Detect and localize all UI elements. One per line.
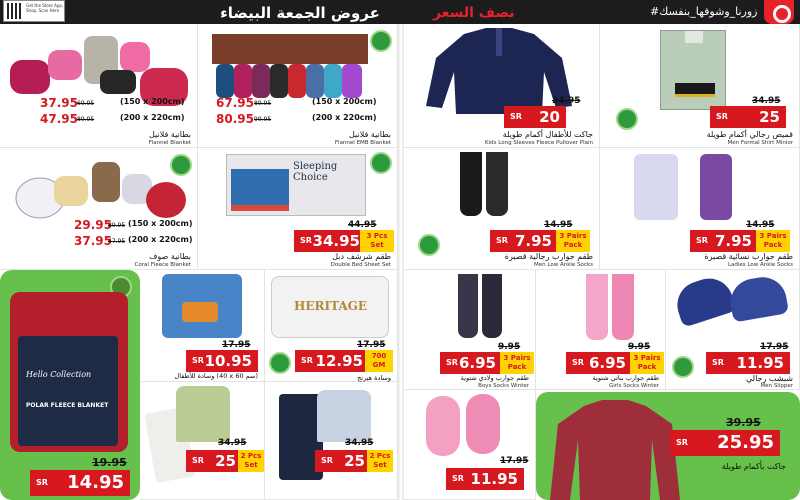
price-tag xyxy=(30,470,130,496)
currency-label: SR xyxy=(446,358,458,367)
truck-print xyxy=(182,302,218,322)
product-name-ar: طقم شرشف دبل xyxy=(332,252,391,261)
price-value: 34.95 xyxy=(312,232,360,250)
price-tag xyxy=(670,430,780,456)
price-value: 25 xyxy=(215,452,236,470)
currency-label: SR xyxy=(301,356,313,365)
product-name-ar: جاكت بأكمام طويلة xyxy=(721,462,786,471)
product-name-ar: جاكت للأطفال أكمام طويلة xyxy=(502,130,593,139)
promo-badge-icon xyxy=(370,30,392,52)
price-value: 80.95 xyxy=(216,112,254,126)
currency-label: SR xyxy=(716,112,728,121)
brand-label: Hello Collection xyxy=(26,370,92,379)
size-label: (150 x 200cm) xyxy=(120,97,185,106)
product-name-en: Ladies Low Ankle Socks xyxy=(727,262,793,268)
hashtag: #زورنا_وشوفها_بنفسك xyxy=(650,5,758,18)
price-tag xyxy=(186,450,242,472)
red-sweater-image xyxy=(550,400,680,500)
old-price: 17.95 xyxy=(222,340,251,350)
old-price: 39.95 xyxy=(108,222,126,229)
price-tag xyxy=(446,468,524,490)
promo-badge-icon xyxy=(418,234,440,256)
product-name-ar: طقم جوارب رجالية قصيرة xyxy=(504,252,593,261)
pack-label: 3 Pcs Set xyxy=(360,230,394,252)
price-value: 7.95 xyxy=(514,232,552,250)
price-tag xyxy=(295,350,369,372)
ladies-sock-image xyxy=(634,154,678,220)
price-value: 47.95 xyxy=(40,112,78,126)
product-name-ar: شبشب رجالي xyxy=(745,374,793,383)
currency-label: SR xyxy=(676,438,688,447)
blanket-package-image xyxy=(10,292,128,452)
product-name-ar: بطانية فلانيل xyxy=(349,130,391,139)
product-name-en: Men Low Ankle Socks xyxy=(534,262,593,268)
price-value: 20 xyxy=(539,108,560,126)
pink-slipper-image xyxy=(426,396,460,456)
price-value: 12.95 xyxy=(315,352,363,370)
price-tag xyxy=(315,450,371,472)
product-name-en: Kids Long Sleeves Fleece Pullover Plain xyxy=(485,140,593,146)
product-name-en: Flannel EMB Blanket xyxy=(334,140,391,146)
price-value: 29.95 xyxy=(74,218,112,232)
folded-shirt-image xyxy=(660,30,726,110)
product-men-slipper[interactable] xyxy=(666,270,800,390)
product-polar-fleece-blanket[interactable] xyxy=(0,270,140,500)
brand-label: HERITAGE xyxy=(294,299,368,313)
price-tag xyxy=(294,230,366,252)
size-label: (150 x 200cm) xyxy=(312,97,377,106)
product-name-en: Flannel Blanket xyxy=(148,140,191,146)
currency-label: SR xyxy=(321,456,333,465)
pink-slipper-image xyxy=(466,394,500,454)
heritage-pillow-image xyxy=(271,276,389,338)
product-kids-pillow[interactable] xyxy=(140,270,265,382)
black-sock-image xyxy=(486,152,508,216)
boys-sock-image xyxy=(482,274,502,338)
brand-label: Sleeping Choice xyxy=(293,161,338,183)
boys-sock-image xyxy=(458,274,478,338)
store-logo-icon xyxy=(764,0,794,24)
currency-label: SR xyxy=(452,474,464,483)
qr-code[interactable] xyxy=(3,0,65,22)
old-price: 34.95 xyxy=(345,438,374,448)
old-price: 17.95 xyxy=(760,342,789,352)
product-men-socks[interactable] xyxy=(404,148,600,270)
kids-pillow-image xyxy=(162,274,242,338)
product-kids-pajama-a[interactable] xyxy=(140,382,265,500)
product-name-ar: وسادة للأطفال (40 x 60 سم) xyxy=(174,372,258,380)
price-value: 10.95 xyxy=(204,352,252,370)
price-value: 11.95 xyxy=(736,354,784,372)
black-sock-image xyxy=(460,152,482,216)
girls-sock-image xyxy=(612,274,634,340)
old-price: 19.95 xyxy=(92,456,127,469)
bed-sheet-box-image xyxy=(226,154,366,216)
price-value: 25 xyxy=(759,108,780,126)
price-value: 11.95 xyxy=(470,470,518,488)
currency-label: SR xyxy=(696,236,708,245)
price-tag xyxy=(566,352,632,374)
price-tag xyxy=(504,106,566,128)
currency-label: SR xyxy=(36,478,48,487)
slipper-image xyxy=(727,273,789,322)
old-price: 89.95 xyxy=(254,100,272,107)
product-name-en: Men Formal Shirt Minior xyxy=(727,140,793,146)
currency-label: SR xyxy=(572,358,584,367)
product-name-en: Double Bed Sheet Set xyxy=(330,262,391,268)
product-name-ar: بطانية فلانيل xyxy=(149,130,191,139)
size-label: (200 x 220cm) xyxy=(120,113,185,122)
product-name-ar: طقم جوارب بناتي شتوية xyxy=(592,374,659,382)
currency-label: SR xyxy=(300,236,312,245)
product-name-ar: بطانية صوف xyxy=(149,252,191,261)
package-label xyxy=(18,336,118,446)
old-price: 89.95 xyxy=(77,116,95,123)
size-label: (150 x 200cm) xyxy=(128,219,193,228)
product-name-ar: طقم جوارب ولادي شتوية xyxy=(460,374,529,382)
price-tag xyxy=(440,352,502,374)
price-value: 37.95 xyxy=(74,234,112,248)
old-price: 9.95 xyxy=(498,342,521,352)
product-name-ar: طقم جوارب نسائية قصيرة xyxy=(704,252,793,261)
old-price: 9.95 xyxy=(628,342,651,352)
pack-label: 3 Pairs Pack xyxy=(756,230,790,252)
product-name-en: Coral Fleece Blanket xyxy=(134,262,191,268)
product-flannel-emb-blanket[interactable] xyxy=(198,24,398,148)
pack-label: 3 Pairs Pack xyxy=(556,230,590,252)
currency-label: SR xyxy=(192,356,204,365)
page-title: عروض الجمعة البيضاء xyxy=(220,4,380,22)
pack-label: 3 Pairs Pack xyxy=(630,352,664,374)
product-flannel-blanket[interactable] xyxy=(0,24,198,148)
product-kids-pullover[interactable] xyxy=(404,24,600,148)
product-ladies-socks[interactable] xyxy=(600,148,800,270)
product-men-sweater[interactable] xyxy=(536,392,800,500)
price-value: 14.95 xyxy=(67,472,124,493)
promo-badge-icon xyxy=(269,352,291,374)
bed-illustration xyxy=(231,169,289,211)
price-tag xyxy=(690,230,758,252)
old-price: 17.95 xyxy=(357,340,386,350)
price-value: 6.95 xyxy=(458,354,496,372)
pajama-shirt-image xyxy=(317,390,371,442)
shirt-collar xyxy=(685,31,703,43)
product-double-bed-sheet[interactable] xyxy=(198,148,398,270)
slipper-image xyxy=(671,272,737,327)
promo-badge-icon xyxy=(616,108,638,130)
promo-badge-icon xyxy=(672,356,694,378)
old-price: 14.95 xyxy=(746,220,775,230)
old-price: 34.95 xyxy=(752,96,781,106)
size-label: (200 x 220cm) xyxy=(128,235,193,244)
product-name-en: Boys Socks Winter xyxy=(478,383,529,389)
old-price: 39.95 xyxy=(726,416,761,429)
old-price: 44.95 xyxy=(348,220,377,230)
price-value: 7.95 xyxy=(714,232,752,250)
old-price: 34.95 xyxy=(218,438,247,448)
old-price: 69.95 xyxy=(77,100,95,107)
currency-label: SR xyxy=(192,456,204,465)
product-heritage-pillow[interactable] xyxy=(265,270,398,382)
pack-label: 2 Pcs Set xyxy=(238,450,264,472)
price-tag xyxy=(490,230,558,252)
product-kids-pajama-b[interactable] xyxy=(265,382,398,500)
header-bar xyxy=(0,0,800,24)
shirt-label xyxy=(675,83,715,97)
price-value: 67.95 xyxy=(216,96,254,110)
promo-badge-icon xyxy=(370,152,392,174)
price-value: 37.95 xyxy=(40,96,78,110)
half-price-label: نصف السعر xyxy=(433,5,515,21)
product-name-ar: وسادة هيرتج xyxy=(357,374,391,382)
price-value: 25.95 xyxy=(717,432,774,453)
price-tag xyxy=(706,352,790,374)
product-boys-socks[interactable] xyxy=(404,270,536,390)
old-price: 14.95 xyxy=(544,220,573,230)
price-tag xyxy=(186,350,258,372)
currency-label: SR xyxy=(712,358,724,367)
currency-label: SR xyxy=(496,236,508,245)
old-price: 24.95 xyxy=(552,96,581,106)
blanket-rolls-image xyxy=(212,34,368,100)
product-men-shirt[interactable] xyxy=(600,24,800,148)
price-value: 6.95 xyxy=(588,354,626,372)
product-name-en: Girls Socks Winter xyxy=(608,383,659,389)
price-value: 25 xyxy=(344,452,365,470)
weight-label: 700 GM xyxy=(365,350,393,372)
pajama-shirt-image xyxy=(176,386,230,442)
fleece-blanket-image xyxy=(10,154,186,226)
package-title: POLAR FLEECE BLANKET xyxy=(26,402,109,409)
product-coral-fleece-blanket[interactable] xyxy=(0,148,198,270)
currency-label: SR xyxy=(510,112,522,121)
size-label: (200 x 220cm) xyxy=(312,113,377,122)
old-price: 99.95 xyxy=(254,116,272,123)
product-ladies-slipper[interactable] xyxy=(404,390,536,500)
girls-sock-image xyxy=(586,274,608,340)
product-name-ar: قميص رجالي أكمام طويلة xyxy=(706,130,793,139)
pack-label: 2 Pcs Set xyxy=(367,450,393,472)
old-price: 47.95 xyxy=(108,238,126,245)
product-girls-socks[interactable] xyxy=(536,270,666,390)
old-price: 17.95 xyxy=(500,456,529,466)
pack-label: 3 Pairs Pack xyxy=(500,352,534,374)
product-name-en: Men Slipper xyxy=(760,383,793,389)
price-tag xyxy=(710,106,786,128)
qr-caption: Get the Store App, Shop, Scan Here xyxy=(26,3,64,13)
ladies-sock-image xyxy=(700,154,732,220)
